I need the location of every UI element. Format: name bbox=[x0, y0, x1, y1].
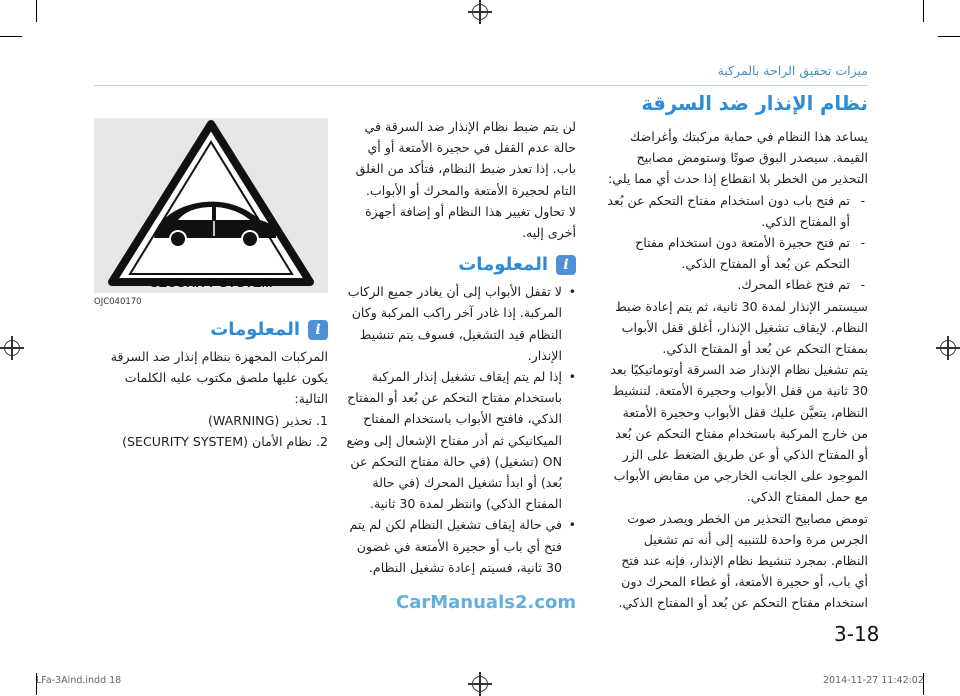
condition-list bbox=[606, 190, 868, 296]
warning-triangle-icon bbox=[94, 118, 328, 293]
body-paragraph: سيستمر الإنذار لمدة 30 ثانية، ثم يتم إعادة ضبط النظام. لإيقاف تشغيل الإنذار، أغلق قفل الأبواب بمفتاح التحكم عن بُعد أو المفتاح الذكي. bbox=[615, 298, 868, 357]
info-bullet: • في حالة إيقاف تشغيل النظام لكن لم يتم فتح أي باب أو حجيرة الأمتعة في غضون 30 ثانية، فسيتم إعادة تشغيل النظام. bbox=[344, 514, 576, 578]
info-bullet: • إذا لم يتم إيقاف تشغيل إنذار المركبة باستخدام مفتاح التحكم عن بُعد أو المفتاح الذكي، فافتح الأبواب باستخدام المفتاح الميكانيكي ثم أدر مفتاح الإشعال إلى وضع ON (تشغيل) (في حالة مفتاح التحكم عن بُعد) أو ابدأ تشغيل المحرك (في حالة المفتاح الذكي) وانتظر لمدة 30 ثانية. bbox=[344, 366, 576, 514]
crop-mark bbox=[0, 36, 22, 37]
info-heading bbox=[344, 253, 576, 277]
watermark: CarManuals2.com bbox=[396, 592, 577, 613]
header-rule bbox=[94, 85, 868, 86]
info-title: المعلومات bbox=[458, 254, 548, 276]
warning-sticker-figure bbox=[94, 118, 328, 293]
info-bullet: • لا تقفل الأبواب إلى أن يغادر جميع الركاب المركبة. إذا غادر آخر راكب المركبة وكان النظام قيد التشغيل، فسوف يتم تنشيط الإنذار. bbox=[344, 281, 576, 366]
running-header: ميزات تحقيق الراحة بالمركبة bbox=[717, 63, 868, 78]
registration-mark bbox=[472, 676, 488, 692]
registration-mark bbox=[940, 340, 956, 356]
crop-mark bbox=[938, 36, 960, 37]
info-icon: i bbox=[308, 320, 328, 340]
body-paragraph: لا تحاول تغيير هذا النظام أو إضافة أجهزة أخرى إليه. bbox=[365, 203, 576, 241]
sticker-security-text: SECURITY SYSTEM bbox=[149, 275, 273, 290]
info-body: المركبات المجهزة بنظام إنذار ضد السرقة يكون عليها ملصق مكتوب عليه الكلمات التالية: bbox=[110, 349, 328, 407]
info-heading bbox=[94, 318, 328, 342]
middle-column bbox=[344, 116, 576, 578]
info-bullet-list bbox=[344, 281, 576, 578]
figure-code: OJC040170 bbox=[94, 297, 142, 307]
registration-mark bbox=[472, 4, 488, 20]
footer-timestamp: 2014-11-27 11:42:02 bbox=[823, 675, 924, 686]
intro-text: يساعد هذا النظام في حماية مركبتك وأغراضك القيمة. سيصدر البوق صوتًا وستومض مصابيح التحذير من الخطر بلا انقطاع إذا حدث أي مما يلي: bbox=[607, 129, 868, 187]
info-list-item: 2. نظام الأمان (SECURITY SYSTEM) bbox=[122, 433, 328, 449]
crop-mark bbox=[36, 0, 37, 22]
condition-item: - تم فتح حجيرة الأمتعة دون استخدام مفتاح التحكم عن بُعد أو المفتاح الذكي. bbox=[606, 232, 868, 274]
body-paragraph: يتم تشغيل نظام الإنذار ضد السرقة أوتوماتيكيًا بعد 30 ثانية من قفل الأبواب وحجيرة الأمتعة. لتنشيط النظام، يتعيَّن عليك قفل الأبواب وحجيرة الأمتعة من خارج المركبة باستخدام مفتاح التحكم عن بُعد أو المفتاح الذكي أو عن طريق الضغط على الزر الموجود على الجانب الخارجي من مقابض الأبواب مع حمل المفتاح الذكي. bbox=[610, 362, 868, 505]
main-column bbox=[606, 90, 868, 614]
info-list-item: 1. تحذير (WARNING) bbox=[207, 412, 328, 428]
body-paragraph: لن يتم ضبط نظام الإنذار ضد السرقة في حالة عدم القفل في حجيرة الأمتعة أو أي باب. إذا تعذر ضبط النظام، فتأكد من الغلق التام لحجيرة الأمتعة والمحرك أو الأبواب. bbox=[355, 119, 576, 198]
crop-mark bbox=[923, 0, 924, 22]
page-number: 3-18 bbox=[834, 622, 880, 646]
left-column bbox=[94, 318, 328, 452]
info-title: المعلومات bbox=[210, 319, 300, 340]
condition-item: - تم فتح باب دون استخدام مفتاح التحكم عن بُعد أو المفتاح الذكي. bbox=[606, 190, 868, 232]
registration-mark bbox=[4, 340, 20, 356]
section-title: نظام الإنذار ضد السرقة bbox=[641, 92, 868, 115]
footer-filename: LFa-3Aind.indd 18 bbox=[36, 675, 122, 686]
sticker-warning-text: WARNING bbox=[166, 246, 256, 265]
body-paragraph: تومض مصابيح التحذير من الخطر ويصدر صوت الجرس مرة واحدة للتنبيه إلى أنه تم تشغيل النظام. بمجرد تنشيط نظام الإنذار، فإنه عند فتح أي باب، أو حجيرة الأمتعة، أو غطاء المحرك دون استخدام مفتاح التحكم عن بُعد أو المفتاح الذكي. bbox=[618, 510, 868, 611]
info-icon: i bbox=[556, 255, 576, 275]
condition-item: - تم فتح غطاء المحرك. bbox=[606, 274, 868, 295]
